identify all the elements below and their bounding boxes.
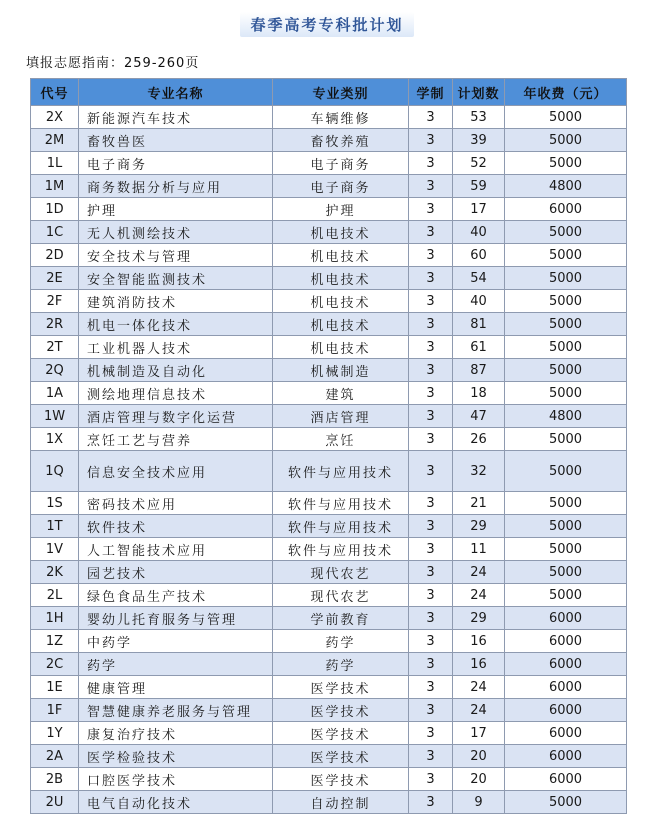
cell-years: 3 (409, 221, 453, 244)
cell-category: 医学技术 (273, 676, 409, 699)
cell-plan: 47 (453, 405, 505, 428)
cell-fee: 5000 (505, 152, 627, 175)
cell-category: 自动控制 (273, 791, 409, 814)
table-row (31, 676, 627, 699)
cell-fee: 5000 (505, 451, 627, 492)
cell-code: 2Q (31, 359, 79, 382)
cell-plan: 24 (453, 561, 505, 584)
cell-years: 3 (409, 538, 453, 561)
cell-plan: 40 (453, 221, 505, 244)
table-row (31, 106, 627, 129)
cell-years: 3 (409, 405, 453, 428)
cell-plan: 39 (453, 129, 505, 152)
cell-years: 3 (409, 428, 453, 451)
cell-category: 机电技术 (273, 290, 409, 313)
cell-plan: 17 (453, 722, 505, 745)
cell-plan: 29 (453, 515, 505, 538)
cell-code: 2D (31, 244, 79, 267)
table-row (31, 722, 627, 745)
cell-fee: 6000 (505, 699, 627, 722)
cell-years: 3 (409, 515, 453, 538)
page-title: 春季高考专科批计划 (240, 12, 413, 37)
cell-years: 3 (409, 676, 453, 699)
cell-years: 3 (409, 267, 453, 290)
cell-name: 护理 (79, 198, 273, 221)
cell-category: 软件与应用技术 (273, 515, 409, 538)
cell-category: 机电技术 (273, 221, 409, 244)
cell-code: 2C (31, 653, 79, 676)
table-row (31, 451, 627, 492)
cell-years: 3 (409, 313, 453, 336)
guide-note: 填报志愿指南：259-260页 (26, 56, 200, 71)
cell-name: 康复治疗技术 (79, 722, 273, 745)
cell-plan: 17 (453, 198, 505, 221)
cell-name: 中药学 (79, 630, 273, 653)
cell-fee: 5000 (505, 382, 627, 405)
cell-category: 软件与应用技术 (273, 451, 409, 492)
cell-fee: 5000 (505, 129, 627, 152)
header-code: 代号 (31, 79, 79, 106)
cell-category: 现代农艺 (273, 561, 409, 584)
cell-name: 密码技术应用 (79, 492, 273, 515)
cell-category: 医学技术 (273, 699, 409, 722)
cell-name: 商务数据分析与应用 (79, 175, 273, 198)
cell-years: 3 (409, 290, 453, 313)
cell-name: 人工智能技术应用 (79, 538, 273, 561)
cell-years: 3 (409, 492, 453, 515)
cell-fee: 5000 (505, 106, 627, 129)
cell-category: 机电技术 (273, 313, 409, 336)
table-row (31, 244, 627, 267)
cell-fee: 6000 (505, 745, 627, 768)
cell-years: 3 (409, 630, 453, 653)
cell-plan: 53 (453, 106, 505, 129)
cell-code: 2M (31, 129, 79, 152)
table-row (31, 492, 627, 515)
cell-name: 医学检验技术 (79, 745, 273, 768)
cell-category: 机械制造 (273, 359, 409, 382)
cell-name: 安全技术与管理 (79, 244, 273, 267)
cell-plan: 87 (453, 359, 505, 382)
cell-plan: 24 (453, 676, 505, 699)
cell-fee: 5000 (505, 561, 627, 584)
cell-fee: 6000 (505, 607, 627, 630)
cell-plan: 26 (453, 428, 505, 451)
cell-code: 1T (31, 515, 79, 538)
header-name: 专业名称 (79, 79, 273, 106)
cell-fee: 5000 (505, 515, 627, 538)
cell-name: 园艺技术 (79, 561, 273, 584)
cell-plan: 29 (453, 607, 505, 630)
table-row (31, 538, 627, 561)
cell-fee: 5000 (505, 584, 627, 607)
cell-name: 电气自动化技术 (79, 791, 273, 814)
cell-years: 3 (409, 745, 453, 768)
table-row (31, 175, 627, 198)
cell-name: 机电一体化技术 (79, 313, 273, 336)
cell-category: 医学技术 (273, 768, 409, 791)
cell-fee: 5000 (505, 221, 627, 244)
cell-category: 机电技术 (273, 267, 409, 290)
cell-fee: 5000 (505, 359, 627, 382)
cell-code: 1H (31, 607, 79, 630)
cell-fee: 6000 (505, 768, 627, 791)
cell-category: 畜牧养殖 (273, 129, 409, 152)
cell-years: 3 (409, 175, 453, 198)
cell-fee: 5000 (505, 244, 627, 267)
table-row (31, 152, 627, 175)
cell-code: 1E (31, 676, 79, 699)
cell-name: 口腔医学技术 (79, 768, 273, 791)
cell-years: 3 (409, 561, 453, 584)
cell-name: 建筑消防技术 (79, 290, 273, 313)
cell-fee: 5000 (505, 267, 627, 290)
cell-name: 测绘地理信息技术 (79, 382, 273, 405)
title-wrap (0, 12, 654, 37)
table-row (31, 428, 627, 451)
cell-name: 电子商务 (79, 152, 273, 175)
cell-category: 护理 (273, 198, 409, 221)
cell-name: 酒店管理与数字化运营 (79, 405, 273, 428)
cell-name: 智慧健康养老服务与管理 (79, 699, 273, 722)
plan-table (30, 78, 627, 814)
cell-code: 2B (31, 768, 79, 791)
cell-category: 机电技术 (273, 244, 409, 267)
cell-code: 2L (31, 584, 79, 607)
cell-plan: 16 (453, 630, 505, 653)
table-row (31, 405, 627, 428)
cell-plan: 24 (453, 699, 505, 722)
table-row (31, 313, 627, 336)
table-row (31, 359, 627, 382)
cell-fee: 6000 (505, 676, 627, 699)
cell-fee: 6000 (505, 653, 627, 676)
header-row (31, 79, 627, 106)
cell-years: 3 (409, 791, 453, 814)
cell-years: 3 (409, 106, 453, 129)
cell-code: 2T (31, 336, 79, 359)
cell-plan: 9 (453, 791, 505, 814)
cell-fee: 5000 (505, 428, 627, 451)
cell-name: 信息安全技术应用 (79, 451, 273, 492)
cell-years: 3 (409, 129, 453, 152)
table-row (31, 221, 627, 244)
table-header (31, 79, 627, 106)
cell-plan: 32 (453, 451, 505, 492)
header-plan: 计划数 (453, 79, 505, 106)
cell-code: 2U (31, 791, 79, 814)
cell-name: 新能源汽车技术 (79, 106, 273, 129)
cell-name: 药学 (79, 653, 273, 676)
cell-years: 3 (409, 359, 453, 382)
cell-code: 1S (31, 492, 79, 515)
cell-fee: 6000 (505, 198, 627, 221)
cell-name: 安全智能监测技术 (79, 267, 273, 290)
cell-fee: 5000 (505, 791, 627, 814)
cell-code: 1V (31, 538, 79, 561)
cell-years: 3 (409, 607, 453, 630)
cell-years: 3 (409, 451, 453, 492)
cell-name: 无人机测绘技术 (79, 221, 273, 244)
cell-years: 3 (409, 152, 453, 175)
table-row (31, 515, 627, 538)
cell-fee: 5000 (505, 336, 627, 359)
header-years: 学制 (409, 79, 453, 106)
cell-category: 电子商务 (273, 152, 409, 175)
cell-years: 3 (409, 722, 453, 745)
cell-plan: 60 (453, 244, 505, 267)
table-row (31, 630, 627, 653)
table-row (31, 791, 627, 814)
table-row (31, 561, 627, 584)
cell-code: 2R (31, 313, 79, 336)
cell-code: 2A (31, 745, 79, 768)
cell-name: 软件技术 (79, 515, 273, 538)
cell-plan: 40 (453, 290, 505, 313)
cell-code: 1D (31, 198, 79, 221)
table-row (31, 699, 627, 722)
cell-plan: 18 (453, 382, 505, 405)
cell-years: 3 (409, 699, 453, 722)
cell-code: 2X (31, 106, 79, 129)
cell-fee: 5000 (505, 492, 627, 515)
cell-category: 酒店管理 (273, 405, 409, 428)
cell-name: 畜牧兽医 (79, 129, 273, 152)
cell-fee: 5000 (505, 538, 627, 561)
cell-plan: 61 (453, 336, 505, 359)
header-category: 专业类别 (273, 79, 409, 106)
cell-fee: 6000 (505, 630, 627, 653)
cell-code: 1W (31, 405, 79, 428)
cell-years: 3 (409, 198, 453, 221)
header-fee: 年收费（元） (505, 79, 627, 106)
table-row (31, 745, 627, 768)
table-row (31, 198, 627, 221)
cell-plan: 11 (453, 538, 505, 561)
cell-category: 车辆维修 (273, 106, 409, 129)
cell-name: 绿色食品生产技术 (79, 584, 273, 607)
cell-years: 3 (409, 768, 453, 791)
cell-category: 药学 (273, 653, 409, 676)
cell-code: 1X (31, 428, 79, 451)
cell-name: 婴幼儿托育服务与管理 (79, 607, 273, 630)
cell-name: 烹饪工艺与营养 (79, 428, 273, 451)
cell-fee: 5000 (505, 290, 627, 313)
cell-category: 软件与应用技术 (273, 538, 409, 561)
table-row (31, 584, 627, 607)
cell-category: 软件与应用技术 (273, 492, 409, 515)
cell-fee: 5000 (505, 313, 627, 336)
cell-category: 药学 (273, 630, 409, 653)
cell-plan: 20 (453, 768, 505, 791)
cell-plan: 16 (453, 653, 505, 676)
table-row (31, 768, 627, 791)
table-body (31, 106, 627, 814)
cell-category: 现代农艺 (273, 584, 409, 607)
cell-code: 1F (31, 699, 79, 722)
cell-category: 学前教育 (273, 607, 409, 630)
cell-plan: 52 (453, 152, 505, 175)
cell-name: 健康管理 (79, 676, 273, 699)
cell-code: 2F (31, 290, 79, 313)
cell-years: 3 (409, 653, 453, 676)
cell-category: 医学技术 (273, 745, 409, 768)
cell-code: 1M (31, 175, 79, 198)
cell-plan: 24 (453, 584, 505, 607)
cell-code: 1A (31, 382, 79, 405)
cell-code: 1Y (31, 722, 79, 745)
cell-code: 2E (31, 267, 79, 290)
cell-plan: 81 (453, 313, 505, 336)
cell-years: 3 (409, 244, 453, 267)
cell-category: 建筑 (273, 382, 409, 405)
cell-category: 烹饪 (273, 428, 409, 451)
cell-name: 机械制造及自动化 (79, 359, 273, 382)
table-row (31, 607, 627, 630)
cell-plan: 54 (453, 267, 505, 290)
cell-years: 3 (409, 382, 453, 405)
cell-fee: 4800 (505, 405, 627, 428)
cell-fee: 6000 (505, 722, 627, 745)
cell-category: 医学技术 (273, 722, 409, 745)
cell-years: 3 (409, 584, 453, 607)
cell-years: 3 (409, 336, 453, 359)
table-row (31, 382, 627, 405)
cell-code: 2K (31, 561, 79, 584)
table-row (31, 290, 627, 313)
cell-code: 1C (31, 221, 79, 244)
cell-code: 1L (31, 152, 79, 175)
cell-plan: 20 (453, 745, 505, 768)
cell-fee: 4800 (505, 175, 627, 198)
table-row (31, 653, 627, 676)
table-row (31, 129, 627, 152)
cell-code: 1Z (31, 630, 79, 653)
cell-code: 1Q (31, 451, 79, 492)
table-row (31, 336, 627, 359)
cell-plan: 21 (453, 492, 505, 515)
cell-category: 机电技术 (273, 336, 409, 359)
cell-plan: 59 (453, 175, 505, 198)
cell-name: 工业机器人技术 (79, 336, 273, 359)
table-row (31, 267, 627, 290)
cell-category: 电子商务 (273, 175, 409, 198)
